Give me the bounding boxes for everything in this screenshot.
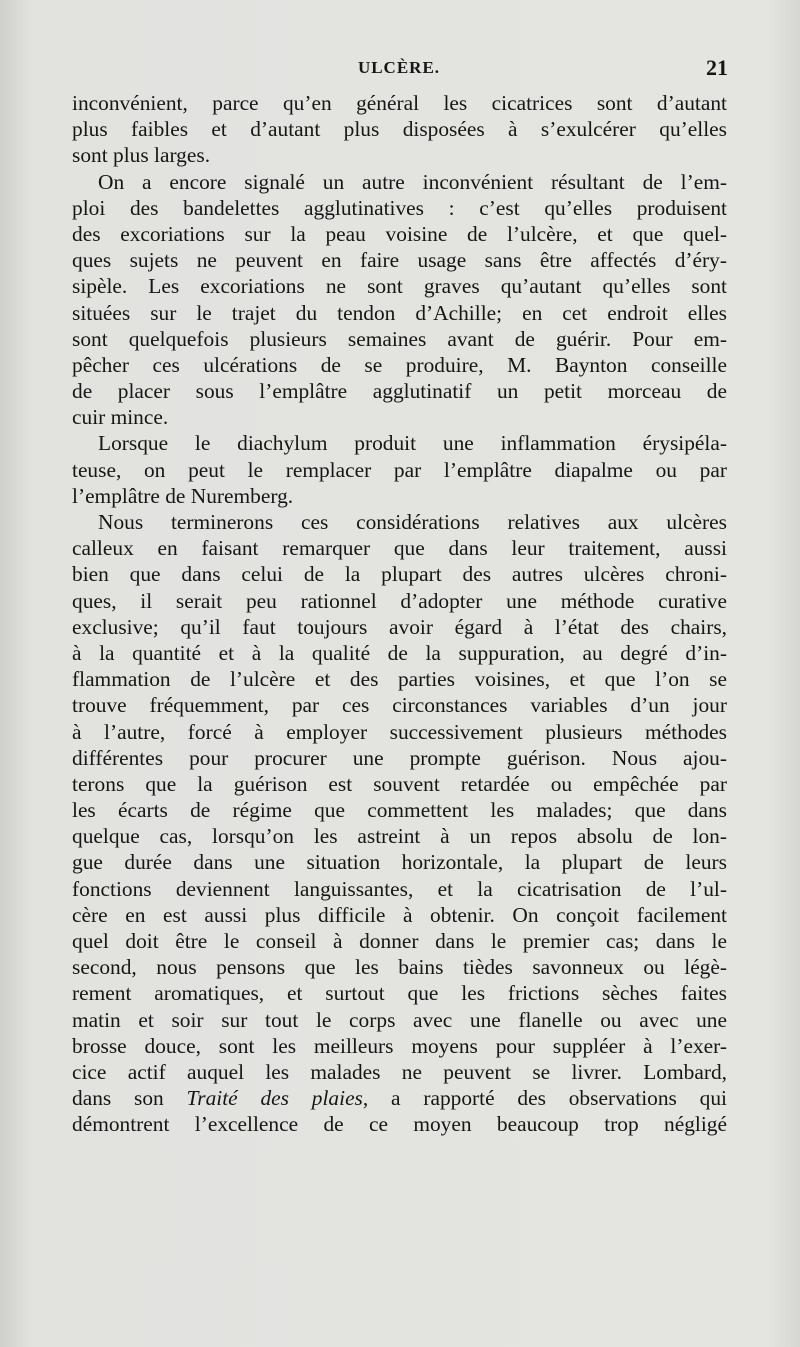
text-line: sipèle. Les excoriations ne sont graves qu’autant qu’elles sont — [72, 274, 727, 299]
text-line-with-title — [72, 1085, 727, 1111]
text-line: démontrent l’excellence de ce moyen beaucoup trop négligé — [72, 1112, 727, 1137]
text-line: flammation de l’ulcère et des parties voisines, et que l’on se — [72, 667, 727, 692]
text-line: terons que la guérison est souvent retardée ou empêchée par — [72, 771, 727, 796]
text-line: ques, il serait peu rationnel d’adopter une méthode curative — [72, 588, 727, 613]
page-number: 21 — [706, 55, 728, 80]
text-line: l’emplâtre de Nuremberg. — [72, 483, 294, 508]
text-line: ploi des bandelettes agglutinatives : c’est qu’elles produisent — [72, 195, 727, 220]
text-line: cère en est aussi plus difficile à obtenir. On conçoit facilement — [72, 902, 727, 927]
text-line: trouve fréquemment, par ces circonstances variables d’un jour — [72, 693, 727, 718]
paragraph-start-line: On a encore signalé un autre inconvénient résultant de l’em- — [98, 169, 727, 194]
text-line: second, nous pensons que les bains tièdes savonneux ou légè- — [72, 955, 727, 980]
page-header — [70, 55, 728, 88]
text-line: brosse douce, sont les meilleurs moyens pour suppléer à l’exer- — [72, 1033, 727, 1058]
text-line: ques sujets ne peuvent en faire usage sans être affectés d’éry- — [72, 248, 727, 273]
text-fragment: dans son — [72, 1086, 187, 1111]
text-line: cice actif auquel les malades ne peuvent se livrer. Lombard, — [72, 1059, 727, 1084]
text-line: teuse, on peut le remplacer par l’emplâtre diapalme ou par — [72, 457, 727, 482]
text-line: rement aromatiques, et surtout que les frictions sèches faites — [72, 981, 727, 1006]
page-body-text — [72, 90, 727, 1138]
paragraph-start-line: Lorsque le diachylum produit une inflammation érysipéla- — [98, 431, 727, 456]
text-line: cuir mince. — [72, 405, 169, 430]
text-line: situées sur le trajet du tendon d’Achille; en cet endroit elles — [72, 300, 727, 325]
text-line: quel doit être le conseil à donner dans le premier cas; dans le — [72, 929, 727, 953]
text-line: bien que dans celui de la plupart des autres ulcères chroni- — [72, 562, 727, 587]
text-line: pêcher ces ulcérations de se produire, M. Baynton conseille — [72, 352, 727, 377]
text-line: sont plus larges. — [72, 143, 211, 168]
text-line: calleux en faisant remarquer que dans leur traitement, aussi — [72, 536, 727, 561]
text-line: à l’autre, forcé à employer successivement plusieurs méthodes — [72, 719, 727, 744]
text-line: à la quantité et à la qualité de la suppuration, au degré d’in- — [72, 640, 727, 665]
text-line: différentes pour procurer une prompte guérison. Nous ajou- — [72, 745, 727, 770]
text-line: plus faibles et d’autant plus disposées à s’exulcérer qu’elles — [72, 117, 727, 142]
text-line: inconvénient, parce qu’en général les cicatrices sont d’autant — [72, 91, 727, 115]
text-line: quelque cas, lorsqu’on les astreint à un repos absolu de lon- — [72, 824, 727, 849]
paragraph-start-line: Nous terminerons ces considérations relatives aux ulcères — [98, 510, 727, 534]
text-line: exclusive; qu’il faut toujours avoir égard à l’état des chairs, — [72, 614, 727, 639]
text-line: sont quelquefois plusieurs semaines avant de guérir. Pour em- — [72, 326, 727, 351]
text-line: matin et soir sur tout le corps avec une flanelle ou avec une — [72, 1007, 727, 1032]
text-line: les écarts de régime que commettent les malades; que dans — [72, 798, 727, 823]
text-fragment: , a rapporté des observations qui — [362, 1086, 727, 1111]
text-line: de placer sous l’emplâtre agglutinatif un petit morceau de — [72, 379, 727, 404]
text-line: fonctions deviennent languissantes, et la cicatrisation de l’ul- — [72, 876, 727, 901]
book-title-italic: Traité des plaies — [186, 1086, 363, 1111]
text-line: des excoriations sur la peau voisine de l’ulcère, et que quel- — [72, 221, 727, 246]
running-head: ULCÈRE. — [357, 58, 441, 77]
text-line: gue durée dans une situation horizontale, la plupart de leurs — [72, 850, 727, 875]
